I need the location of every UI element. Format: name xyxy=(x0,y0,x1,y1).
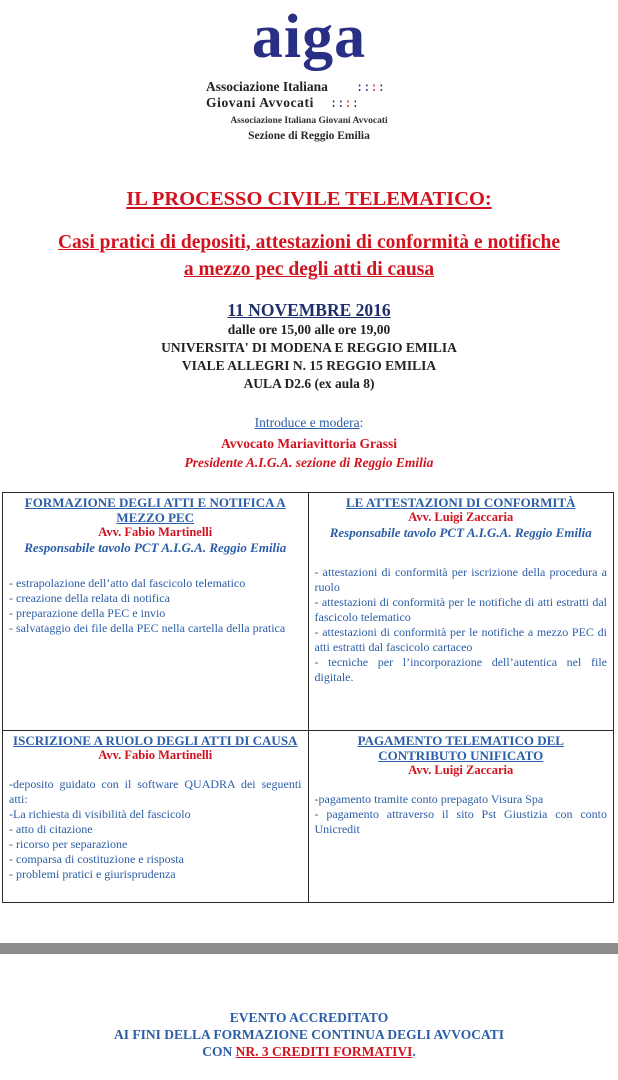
list-item: - ricorso per separazione xyxy=(9,837,128,851)
aiga-logo xyxy=(0,3,618,146)
cell-attestazioni xyxy=(308,493,614,731)
logo-wordmark: aiga xyxy=(251,3,367,71)
credits-count: NR. 3 CREDITI FORMATIVI xyxy=(235,1044,413,1059)
cell-title: ISCRIZIONE A RUOLO DEGLI ATTI DI CAUSA xyxy=(13,733,298,748)
list-item: - estrapolazione dell’atto dal fascicolo telematico xyxy=(9,576,246,590)
page-title: IL PROCESSO CIVILE TELEMATICO: xyxy=(126,188,492,210)
bullet-list xyxy=(9,777,302,882)
intro-label: Introduce e modera: xyxy=(254,415,364,430)
list-item: - comparsa di costituzione e risposta xyxy=(9,852,184,866)
event-room: AULA D2.6 (ex aula 8) xyxy=(243,376,375,391)
cell-pagamento xyxy=(308,731,614,903)
cell-title: PAGAMENTO TELEMATICO DEL CONTRIBUTO UNIFICATO xyxy=(357,733,564,763)
cell-iscrizione xyxy=(3,731,309,903)
list-item: - atto di citazione xyxy=(9,822,93,836)
list-item: - attestazioni di conformità per le notifiche di atti estratti dal fascicolo telematico xyxy=(314,595,607,624)
cell-title: LE ATTESTAZIONI DI CONFORMITÀ xyxy=(345,495,576,510)
bullet-list xyxy=(315,792,608,837)
cell-formazione xyxy=(3,493,309,731)
logo-dots-icon-2: :::: xyxy=(330,96,359,110)
logo-dots-icon: :::: xyxy=(356,80,385,94)
list-item: -deposito guidato con il software QUADRA dei seguenti atti: xyxy=(9,777,302,806)
bullet-list xyxy=(9,576,302,636)
program-table xyxy=(2,492,614,903)
cell-role: Responsabile tavolo PCT A.I.G.A. Reggio Emilia xyxy=(24,540,287,555)
logo-section: Sezione di Reggio Emilia xyxy=(248,130,370,142)
list-item: -pagamento tramite conto prepagato Visura Spa xyxy=(314,792,544,806)
list-item: - attestazioni di conformità per le notifiche a mezzo PEC di atti estratti dal fascicolo cartaceo xyxy=(314,625,607,654)
list-item: - attestazioni di conformità per iscrizione della procedura a ruolo xyxy=(314,565,607,594)
moderator-name: Avvocato Mariavittoria Grassi xyxy=(221,436,397,451)
event-date: 11 NOVEMBRE 2016 xyxy=(227,300,391,320)
accreditation-line-1: EVENTO ACCREDITATO xyxy=(229,1010,389,1025)
cell-speaker: Avv. Fabio Martinelli xyxy=(98,525,213,539)
list-item: - salvataggio dei file della PEC nella cartella della pratica xyxy=(9,621,286,635)
list-item: - tecniche per l’incorporazione dell’autentica nel file digitale. xyxy=(314,655,607,684)
cell-title: FORMAZIONE DEGLI ATTI E NOTIFICA A MEZZO PEC xyxy=(24,495,286,525)
cell-role: Responsabile tavolo PCT A.I.G.A. Reggio Emilia xyxy=(329,525,592,540)
accreditation-line-2: AI FINI DELLA FORMAZIONE CONTINUA DEGLI AVVOCATI xyxy=(113,1027,505,1042)
list-item: - preparazione della PEC e invio xyxy=(9,606,166,620)
subtitle-line-1: Casi pratici di depositi, attestazioni di conformità e notifiche xyxy=(57,232,561,253)
logo-tagline: Associazione Italiana Giovani Avvocati xyxy=(230,116,388,126)
logo-line-1: Associazione Italiana xyxy=(206,79,328,94)
separator-bar xyxy=(0,943,618,954)
event-time: dalle ore 15,00 alle ore 19,00 xyxy=(227,322,391,337)
event-address: VIALE ALLEGRI N. 15 REGGIO EMILIA xyxy=(181,358,437,373)
list-item: - problemi pratici e giurisprudenza xyxy=(9,867,176,881)
cell-speaker: Avv. Luigi Zaccaria xyxy=(408,763,514,777)
cell-speaker: Avv. Luigi Zaccaria xyxy=(408,510,514,524)
cell-speaker: Avv. Fabio Martinelli xyxy=(98,748,213,762)
list-item: - pagamento attraverso il sito Pst Giustizia con conto Unicredit xyxy=(314,807,607,836)
event-venue: UNIVERSITA' DI MODENA E REGGIO EMILIA xyxy=(161,340,457,355)
bullet-list xyxy=(315,565,608,685)
accreditation-line-3: CON NR. 3 CREDITI FORMATIVI. xyxy=(202,1044,416,1059)
logo-line-2: Giovani Avvocati xyxy=(206,95,314,110)
list-item: -La richiesta di visibilità del fascicolo xyxy=(9,807,191,821)
moderator-role: Presidente A.I.G.A. sezione di Reggio Emilia xyxy=(184,455,434,470)
subtitle-line-2: a mezzo pec degli atti di causa xyxy=(183,259,435,280)
list-item: - creazione della relata di notifica xyxy=(9,591,170,605)
